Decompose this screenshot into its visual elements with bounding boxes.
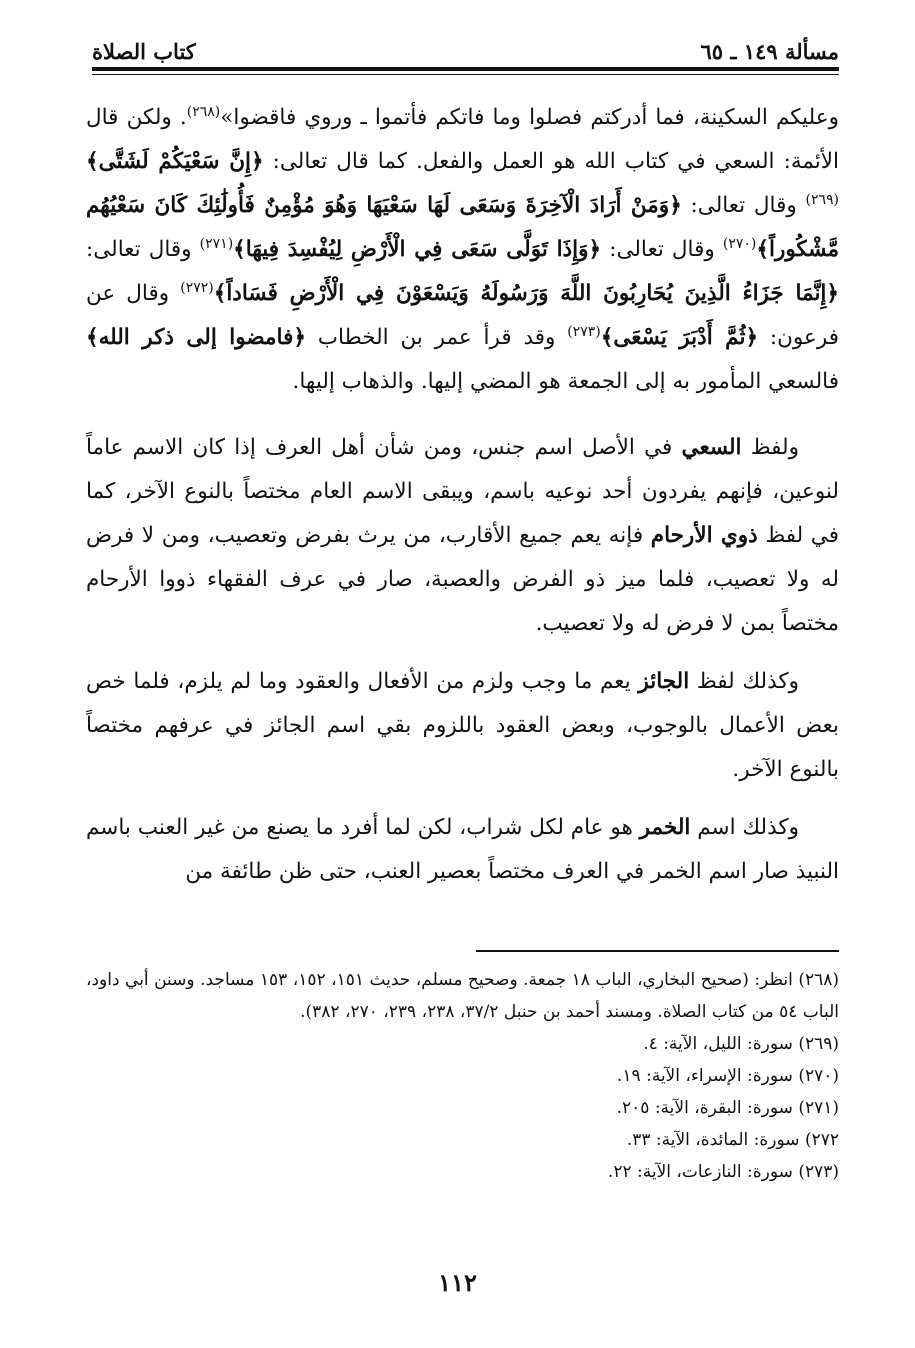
footnote-270: [86, 1060, 839, 1092]
paragraph-4: [86, 806, 839, 894]
footnote-ref: (٢٧١): [199, 235, 234, 252]
bold-text: الجائز: [638, 669, 690, 694]
text-run: ولفظ: [741, 435, 799, 460]
footnote-text: سورة: الليل، الآية: ٤.: [643, 1034, 793, 1054]
bold-text: ﴿وَإِذَا تَوَلَّى سَعَى فِي الْأَرْضِ لِيُفْسِدَ فِيهَا﴾: [233, 237, 602, 262]
bold-text: ﴿ثُمَّ أَدْبَرَ يَسْعَى﴾: [600, 325, 759, 350]
text-run: وقد قرأ عمر بن الخطاب: [305, 325, 568, 350]
footnote-ref: (٢٧٠): [722, 235, 757, 252]
footnote-text: سورة: البقرة، الآية: ٢٠٥.: [616, 1098, 793, 1118]
bold-text: ﴿وَمَنْ أَرَادَ الْآخِرَةَ وَسَعَى لَهَا سَعْيَهَا وَهُوَ مُؤْمِنٌ فَأُولَٰئِكَ كَانَ سَعْيُهُم مَّشْكُوراً﴾: [86, 193, 840, 262]
footnote-273: [86, 1156, 839, 1188]
footnotes: [86, 964, 839, 1188]
paragraph-3: [86, 660, 839, 792]
text-run: وقال تعالى:: [86, 237, 200, 262]
footnote-ref: (٢٧٢): [180, 279, 214, 296]
footnote-number: ٢٧٢): [804, 1130, 839, 1150]
footnote-text: سورة: الإسراء، الآية: ١٩.: [616, 1066, 793, 1086]
footnote-text: سورة: النازعات، الآية: ٢٢.: [607, 1162, 793, 1182]
footnote-ref: (٢٦٨): [186, 103, 221, 120]
bold-text: ذوي الأرحام: [650, 523, 758, 548]
footnote-number: (٢٦٩): [798, 1034, 839, 1054]
footnote-number: (٢٧١): [798, 1098, 839, 1118]
paragraph-2: [86, 426, 839, 646]
running-head: [92, 34, 839, 64]
footnote-text: انظر: (صحيح البخاري، الباب ١٨ جمعة. وصحيح مسلم، حديث ١٥١، ١٥٢، ١٥٣ مساجد. وسنن أبي داود، الباب ٥٤ من كتاب الصلاة. ومسند أحمد بن حنبل ٣٧/٢، ٢٣٨، ٢٣٩، ٢٧٠، ٣٨٢).: [86, 970, 839, 1022]
issue-number: مسألة ١٤٩ ـ ٦٥: [700, 39, 839, 64]
footnote-number: (٢٧٠): [798, 1066, 839, 1086]
text-run: . ولكن قال الأئمة: السعي في كتاب الله هو العمل والفعل. كما قال تعالى:: [86, 105, 840, 174]
paragraph-1: [86, 96, 839, 404]
text-run: فإنه يعم جميع الأقارب، من يرث بفرض وتعصيب، ومن لا فرض له ولا تعصيب، فلما ميز ذو الفرض والعصبة، صار في عرف الفقهاء ذووا الأرحام مختصاً بمن لا فرض له ولا تعصيب.: [86, 523, 839, 636]
footnote-number: (٢٧٣): [798, 1162, 839, 1182]
footnote-271: [86, 1092, 839, 1124]
text-run: وقال عن فرعون:: [86, 281, 839, 350]
footnote-text: سورة: المائدة، الآية: ٣٣.: [626, 1130, 800, 1150]
text-run: وكذلك اسم: [690, 815, 799, 840]
footnote-ref: (٢٦٩): [805, 191, 839, 208]
bold-text: ﴿إِنَّ سَعْيَكُمْ لَشَتَّى﴾: [86, 149, 264, 174]
footnote-268: [86, 964, 839, 1028]
bold-text: ﴿إِنَّمَا جَزَاءُ الَّذِينَ يُحَارِبُونَ اللَّهَ وَرَسُولَهُ وَيَسْعَوْنَ فِي الْأَرْضِ فَسَاداً﴾: [213, 281, 839, 306]
text-run: وعليكم السكينة، فما أدركتم فصلوا وما فاتكم فأتموا ـ وروي فاقضوا»: [220, 105, 839, 130]
main-text: [86, 96, 839, 908]
bold-text: ﴿فامضوا إلى ذكر الله﴾: [86, 325, 306, 350]
text-run: هو عام لكل شراب، لكن لما أفرد ما يصنع من غير العنب باسم النبيذ صار اسم الخمر في العرف مختصاً بعصير العنب، حتى ظن طائفة من: [86, 815, 839, 884]
text-run: يعم ما وجب ولزم من الأفعال والعقود وما لم يلزم، فلما خص بعض الأعمال بالوجوب، وبعض العقود باللزوم بقي اسم الجائز في عرفهم مختصاً بالنوع الآخر.: [86, 669, 839, 782]
text-run: في الأصل اسم جنس، ومن شأن أهل العرف إذا كان الاسم عاماً لنوعين، فإنهم يفردون أحد نوعيه باسم، ويبقى الاسم العام مختصاً بالنوع الآخر، كما في لفظ: [86, 435, 840, 548]
footnote-269: [86, 1028, 839, 1060]
text-run: وقال تعالى:: [681, 193, 806, 218]
header-rule-thick: [92, 67, 839, 71]
text-run: وقال تعالى:: [601, 237, 723, 262]
bold-text: الخمر: [639, 815, 691, 840]
header-rule-thin: [92, 74, 839, 75]
chapter-title: كتاب الصلاة: [92, 39, 196, 64]
bold-text: السعي: [681, 435, 742, 460]
text-run: فالسعي المأمور به إلى الجمعة هو المضي إليها. والذهاب إليها.: [292, 369, 839, 394]
footnote-272: [86, 1124, 839, 1156]
footnote-separator: [476, 950, 839, 952]
footnote-number: (٢٦٨): [798, 970, 839, 990]
page-number: ١١٢: [438, 1268, 477, 1297]
footnote-ref: (٢٧٣): [567, 323, 601, 340]
text-run: وكذلك لفظ: [689, 669, 800, 694]
